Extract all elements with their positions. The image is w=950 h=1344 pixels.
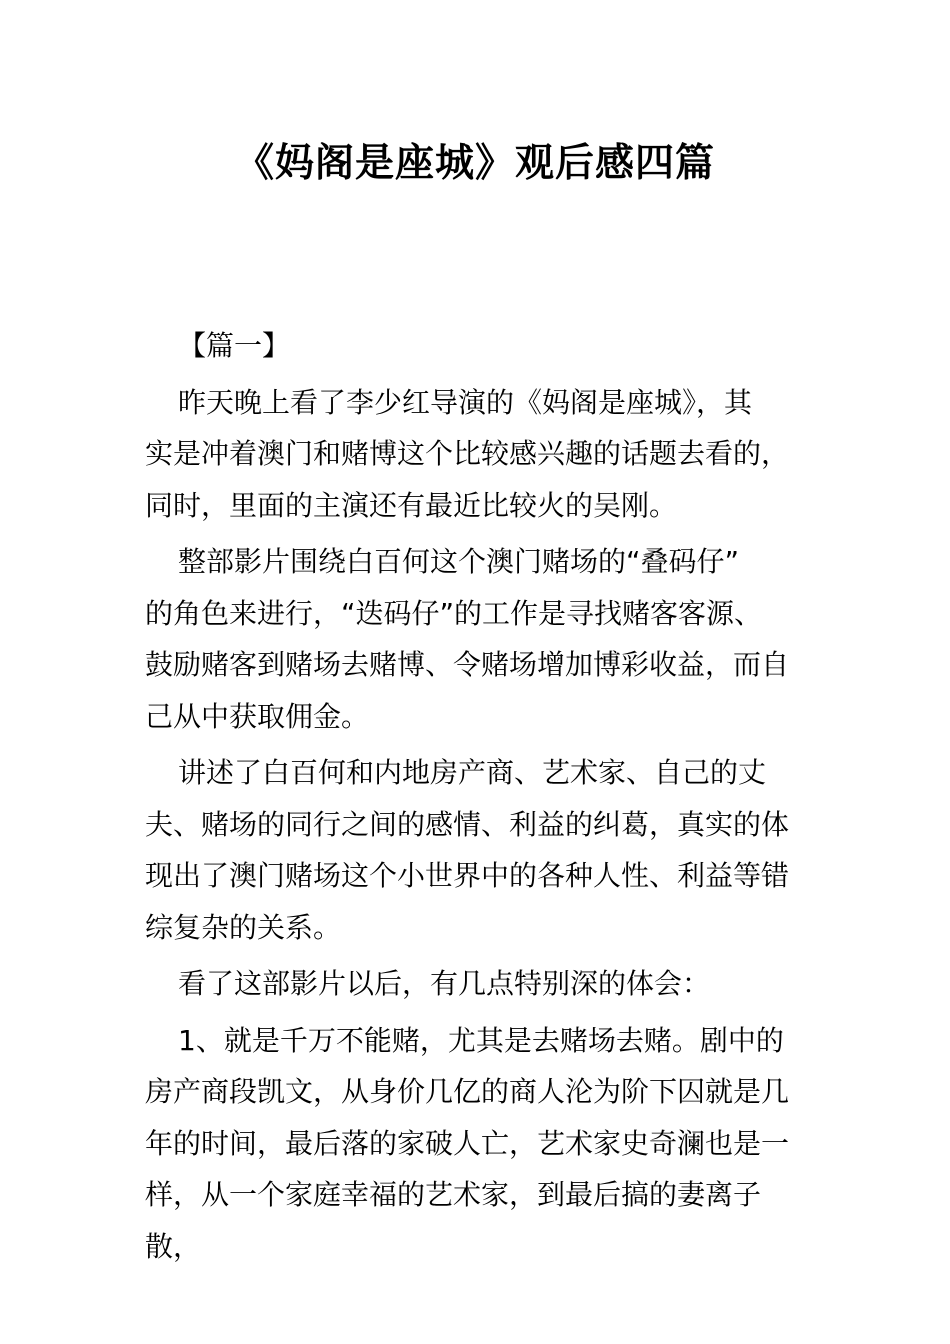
paragraph-2: 整部影片围绕白百何这个澳门赌场的“叠码仔” 的角色来进行，“迭码仔”的工作是寻找赌客客源、 鼓励赌客到赌场去赌博、令赌场增加博彩收益，而自 己从中获取佣金。	[145, 545, 790, 733]
paragraph-4: 看了这部影片以后，有几点特别深的体会：	[178, 967, 711, 1000]
document-body	[145, 320, 810, 1277]
paragraph-3: 讲述了白百何和内地房产商、艺术家、自己的丈 夫、赌场的同行之间的感情、利益的纠葛，真实的体 现出了澳门赌场这个小世界中的各种人性、利益等错 综复杂的关系。	[145, 756, 790, 944]
section-heading: 【篇一】	[178, 329, 291, 362]
paragraph-5: 1、就是千万不能赌，尤其是去赌场去赌。剧中的 房产商段凯文，从身价几亿的商人沦为阶下囚就是几 年的时间，最后落的家破人亡，艺术家史奇澜也是一 样，从一个家庭幸福的艺术家，到最后搞的妻离子散，	[145, 1023, 790, 1263]
paragraph-1: 昨天晚上看了李少红导演的《妈阁是座城》，其 实是冲着澳门和赌博这个比较感兴趣的话题去看的， 同时，里面的主演还有最近比较火的吴刚。	[145, 385, 790, 522]
document-title: 《妈阁是座城》观后感四篇	[234, 141, 715, 186]
